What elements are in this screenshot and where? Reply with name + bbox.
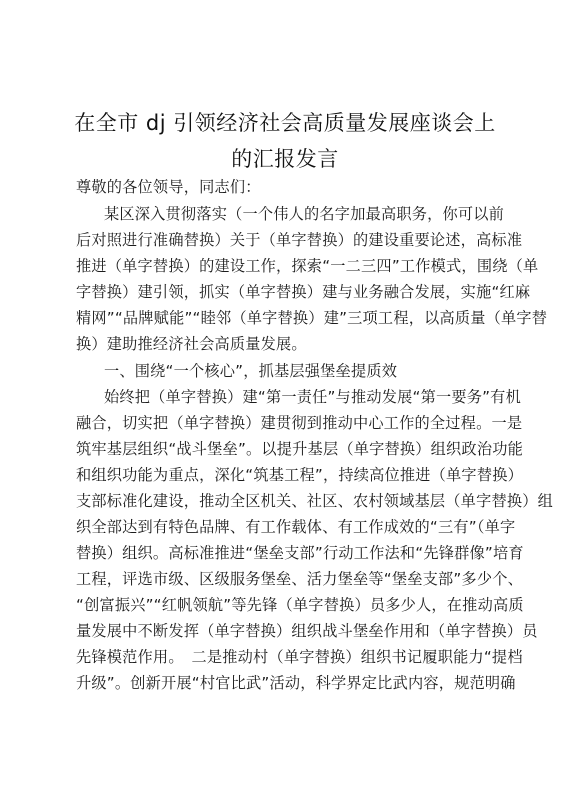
paragraph-line: 升级”。创新开展“村官比武”活动，科学界定比武内容，规范明确	[76, 674, 516, 692]
paragraph-line: 先锋模范作用。 二是推动村（单字替换）组织书记履职能力“提档	[76, 648, 523, 666]
paragraph-line: 融合，切实把（单字替换）建贯彻到推动中心工作的全过程。一是	[76, 414, 523, 432]
paragraph-line: 量发展中不断发挥（单字替换）组织战斗堡垒作用和（单字替换）员	[76, 622, 538, 640]
paragraph-line: 和组织功能为重点，深化“筑基工程”，持续高位推进（单字替换）	[76, 466, 523, 484]
doc-title-line-1: 在全市 dj 引领经济社会高质量发展座谈会上	[74, 111, 496, 135]
paragraph-line: 精网”“品牌赋能”“睦邻（单字替换）建”三项工程，以高质量（单字替	[76, 309, 548, 327]
paragraph-line: 换）建助推经济社会高质量发展。	[76, 335, 307, 353]
paragraph-line: 支部标准化建设，推动全区机关、社区、农村领域基层（单字替换）组	[76, 492, 554, 510]
paragraph-line: 某区深入贯彻落实（一个伟人的名字加最高职务，你可以前	[104, 205, 505, 223]
paragraph-line: 字替换）建引领，抓实（单字替换）建与业务融合发展，实施“红麻	[76, 283, 531, 301]
section-heading: 一、围绕“一个核心”，抓基层强堡垒提质效	[104, 362, 398, 380]
salutation: 尊敬的各位领导，同志们：	[76, 178, 261, 196]
paragraph-line: 推进（单字替换）的建设工作，探索“一二三四”工作模式，围绕（单	[76, 257, 539, 275]
paragraph-line: 替换）组织。高标准推进“堡垒支部”行动工作法和“先锋群像”培育	[76, 544, 524, 562]
paragraph-line: “创富振兴”“红帆领航”等先锋（单字替换）员多少人，在推动高质	[76, 596, 524, 614]
paragraph-line: 始终把（单字替换）建“第一责任”与推动发展“第一要务”有机	[104, 388, 521, 406]
doc-title-line-2: 的汇报发言	[231, 147, 339, 171]
paragraph-line: 织全部达到有特色品牌、有工作载体、有工作成效的“三有”（单字	[76, 518, 516, 536]
paragraph-line: 工程，评选市级、区级服务堡垒、活力堡垒等“堡垒支部”多少个、	[76, 570, 523, 588]
paragraph-line: 筑牢基层组织“战斗堡垒”。以提升基层（单字替换）组织政治功能	[76, 440, 523, 458]
paragraph-line: 后对照进行准确替换）关于（单字替换）的建设重要论述，高标准	[76, 231, 523, 249]
